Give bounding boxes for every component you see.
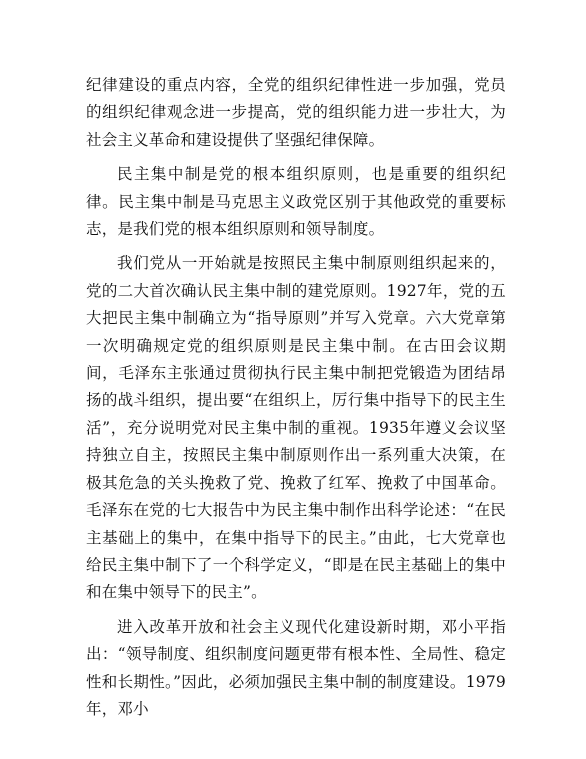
body-text <box>86 72 506 730</box>
paragraph-1: 纪律建设的重点内容，全党的组织纪律性进一步加强，党员的组织纪律观念进一步提高，党的组织能力进一步壮大，为社会主义革命和建设提供了坚强纪律保障。 <box>86 76 506 149</box>
paragraph-3: 我们党从一开始就是按照民主集中制原则组织起来的，党的二大首次确认民主集中制的建党原则。1927年，党的五大把民主集中制确立为“指导原则”并写入党章。六大党章第一次明确规定党的组织原则是民主集中制。在古田会议期间，毛泽东主张通过贯彻执行民主集中制把党锻造为团结昂扬的战斗组织，提出要“在组织上，厉行集中指导下的民主生活”，充分说明党对民主集中制的重视。1935年遵义会议坚持独立自主，按照民主集中制原则作出一系列重大决策，在极其危急的关头挽救了党、挽救了红军、挽救了中国革命。毛泽东在党的七大报告中为民主集中制作出科学论述：“在民主基础上的集中，在集中指导下的民主。”由此，七大党章也给民主集中制下了一个科学定义，“即是在民主基础上的集中和在集中领导下的民主”。 <box>86 254 506 602</box>
paragraph-2: 民主集中制是党的根本组织原则，也是重要的组织纪律。民主集中制是马克思主义政党区别于其他政党的重要标志，是我们党的根本组织原则和领导制度。 <box>86 165 506 239</box>
paragraph-4: 进入改革开放和社会主义现代化建设新时期，邓小平指出：“领导制度、组织制度问题更带有根本性、全局性、稳定性和长期性。”因此，必须加强民主集中制的制度建设。1979年，邓小 <box>86 617 506 718</box>
